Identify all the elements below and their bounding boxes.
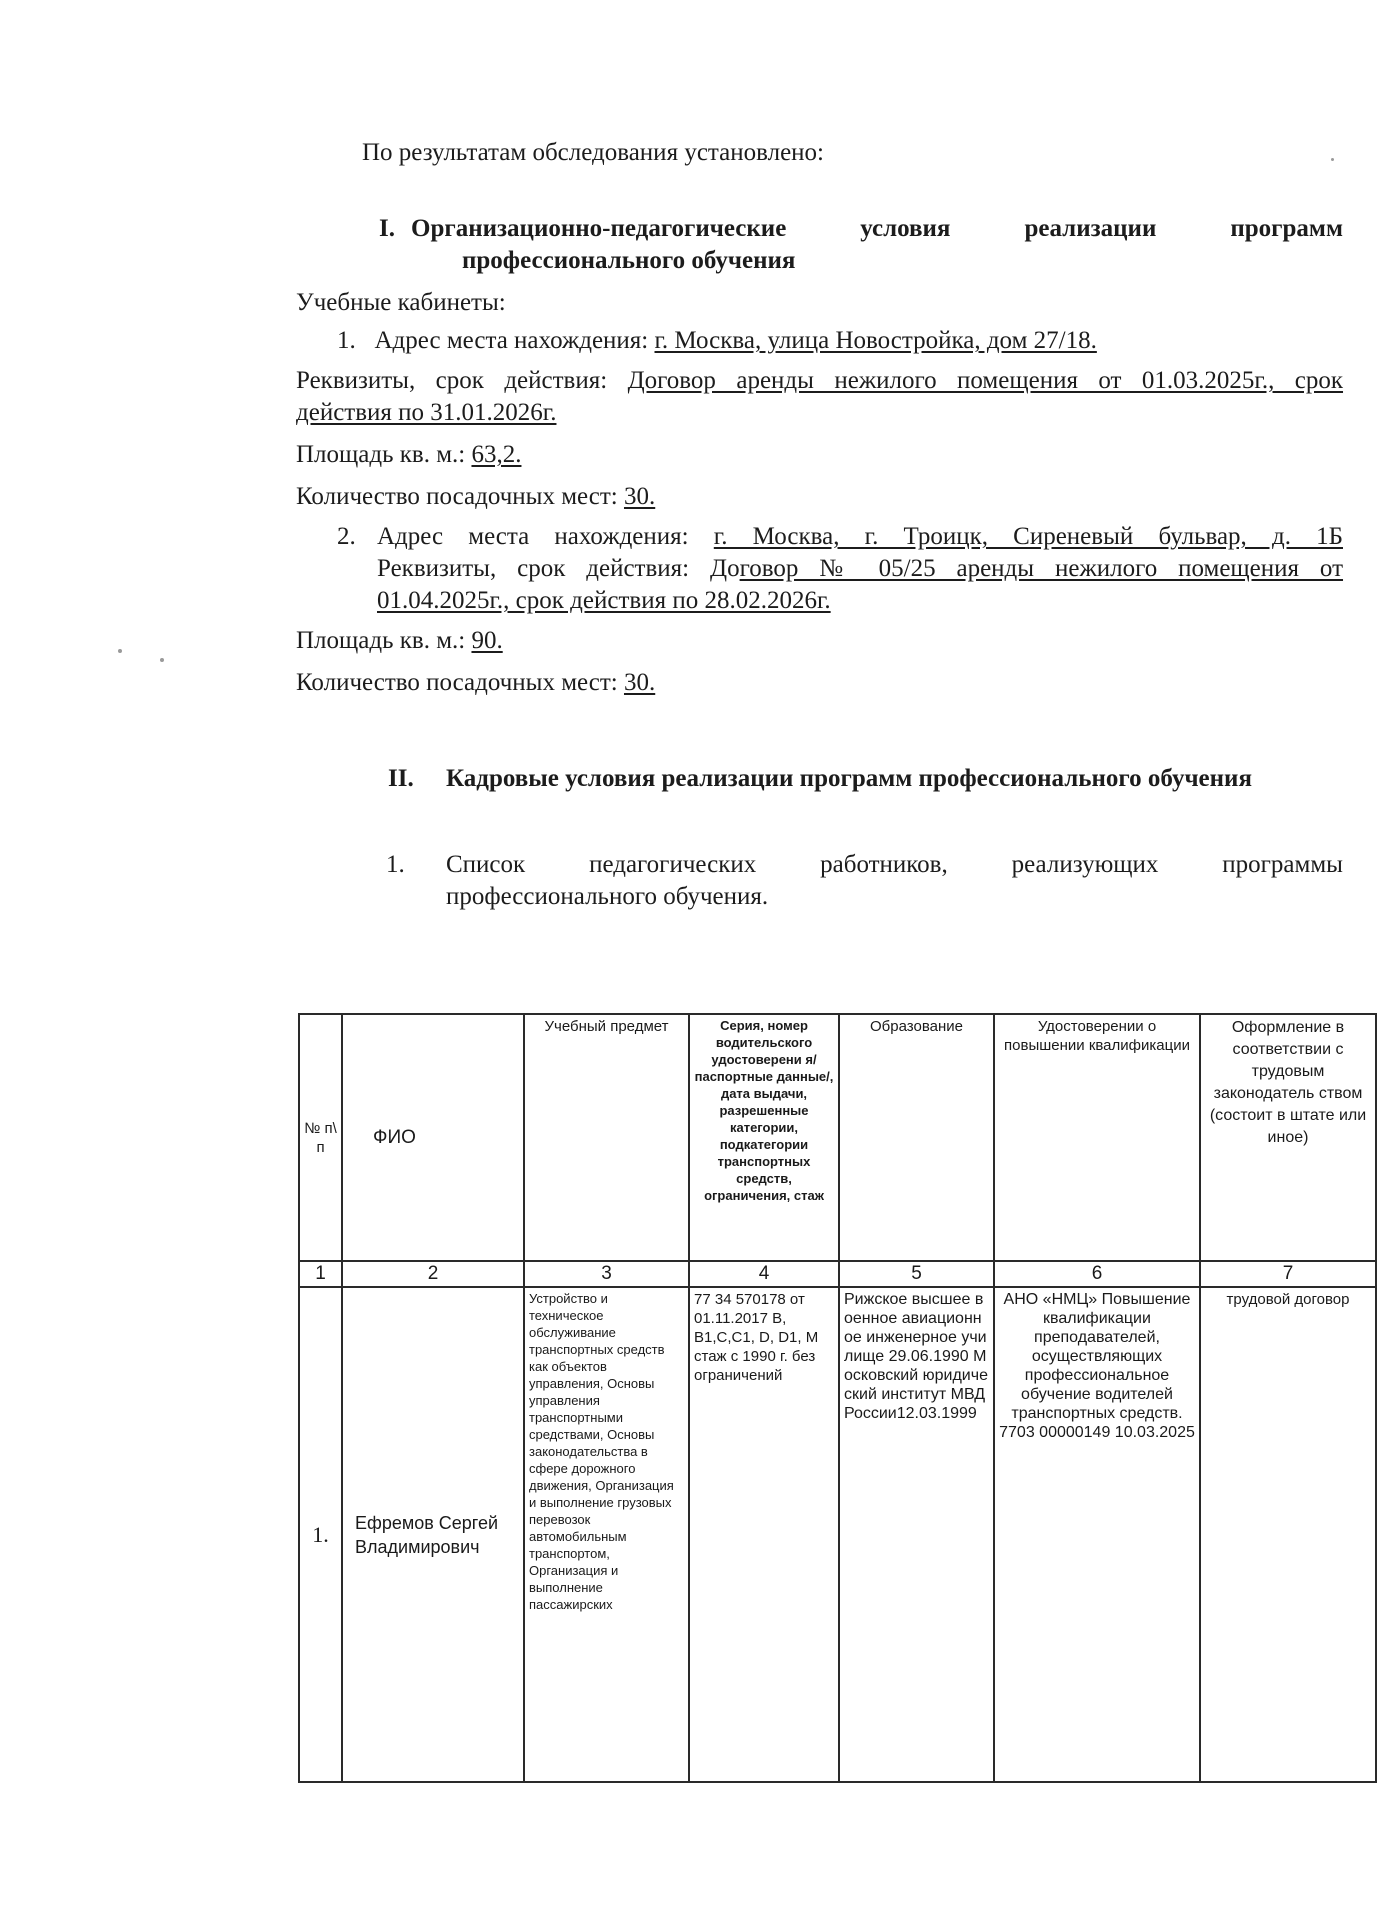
col-number: 2 <box>342 1261 524 1287</box>
room1-seats <box>296 482 655 512</box>
section1-number: I. <box>379 215 395 242</box>
col-number: 4 <box>689 1261 839 1287</box>
header-num: № п\ п <box>299 1014 342 1261</box>
table-row <box>299 1287 1376 1782</box>
room2-address-label: Адрес места нахождения: <box>377 523 689 550</box>
room1-requisites-line2: действия по 31.01.2026г. <box>296 399 557 426</box>
staff-list-line2: профессионального обучения. <box>446 883 769 910</box>
section2-title: Кадровые условия реализации программ профессионального обучения <box>446 765 1252 792</box>
staff-list-num: 1. <box>386 851 405 878</box>
room2-address-value: г. Москва, г. Троицк, Сиреневый бульвар, д. 1Б <box>713 523 1343 550</box>
room2-requisites-line1 <box>377 554 1343 584</box>
section1-title-line1 <box>411 214 1343 244</box>
room2-seats-value: 30. <box>623 669 656 696</box>
row-employment: трудовой договор <box>1200 1287 1376 1782</box>
room1-num: 1. <box>337 327 356 354</box>
room2-requisites-value-start: Договор № 05/25 аренды нежилого помещения от <box>710 555 1344 582</box>
room1-address-value: г. Москва, улица Новостройка, дом 27/18. <box>654 327 1097 354</box>
header-employment: Оформление в соответствии с трудовым законодатель ством (состоит в штате или иное) <box>1200 1014 1376 1261</box>
room2-seats <box>296 668 655 698</box>
staff-list-word: программы <box>1222 851 1343 878</box>
row-subject: Устройство и техническое обслуживание транспортных средств как объектов управления, Основы управления транспортными средствами, Основы законодательства в сфере дорожного движения, Организация и выполнение грузовых перевозок автомобильным транспортом, Организация и выполнение пассажирских <box>524 1287 689 1782</box>
room1-requisites-value: Договор аренды нежилого помещения от 01.03.2025г., срок <box>627 367 1344 394</box>
room2-area-label: Площадь кв. м.: <box>296 627 466 654</box>
intro-text: По результатам обследования установлено: <box>362 139 824 166</box>
row-qualification: АНО «НМЦ» Повышение квалификации преподавателей, осуществляющих профессиональное обучение водителей транспортных средств. 7703 00000149 10.03.2025 <box>994 1287 1200 1782</box>
row-education: Рижское высшее военное авиационное инженерное училище 29.06.1990 Московский юридический институт МВД России12.03.1999 <box>839 1287 994 1782</box>
room2-num: 2. <box>337 523 356 550</box>
room1-area <box>296 440 521 470</box>
header-license: Серия, номер водительского удостоверени я/паспортные данные/, дата выдачи, разрешенные категории, подкатегории транспортных средств, ограничения, стаж <box>689 1014 839 1261</box>
table-col-numbers-row <box>299 1261 1376 1287</box>
col-number: 1 <box>299 1261 342 1287</box>
section1-title-word: условия <box>860 215 951 242</box>
header-subject: Учебный предмет <box>524 1014 689 1261</box>
section1-title-line2: профессионального обучения <box>462 247 796 274</box>
rooms-subheading: Учебные кабинеты: <box>296 289 506 316</box>
room1-item <box>337 326 1097 356</box>
scan-speck <box>1331 158 1334 161</box>
header-education: Образование <box>839 1014 994 1261</box>
room2-requisites-label: Реквизиты, срок действия: <box>377 555 690 582</box>
room1-requisites-label: Реквизиты, срок действия: <box>296 367 608 394</box>
room2-requisites-line2: 01.04.2025г., срок действия по 28.02.2026г. <box>377 587 831 614</box>
room2-address-line <box>377 522 1343 552</box>
col-number: 7 <box>1200 1261 1376 1287</box>
row-num: 1. <box>299 1287 342 1782</box>
staff-list-word: реализующих <box>1011 851 1159 878</box>
section1-title-word: Организационно-педагогические <box>411 215 787 242</box>
staff-table <box>298 1013 1377 1783</box>
table-header-row <box>299 1014 1376 1261</box>
staff-list-word: Список <box>446 851 526 878</box>
row-fio: Ефремов Сергей Владимирович <box>342 1287 524 1782</box>
col-number: 5 <box>839 1261 994 1287</box>
room1-area-value: 63,2. <box>471 441 522 468</box>
room1-address-label: Адрес места нахождения: <box>374 327 649 354</box>
header-qualification: Удостоверении о повышении квалификации <box>994 1014 1200 1261</box>
room1-area-label: Площадь кв. м.: <box>296 441 466 468</box>
scan-speck <box>160 658 164 662</box>
section1-title-word: реализации <box>1024 215 1157 242</box>
header-fio: ФИО <box>342 1014 524 1261</box>
room2-area-value: 90. <box>471 627 503 654</box>
room1-seats-value: 30. <box>623 483 656 510</box>
col-number: 3 <box>524 1261 689 1287</box>
room2-area <box>296 626 503 656</box>
room2-seats-label: Количество посадочных мест: <box>296 669 618 696</box>
section2-number: II. <box>388 765 414 792</box>
room1-seats-label: Количество посадочных мест: <box>296 483 618 510</box>
staff-list-word: педагогических <box>589 851 757 878</box>
staff-list-word: работников, <box>820 851 948 878</box>
col-number: 6 <box>994 1261 1200 1287</box>
staff-list-line1 <box>446 850 1343 880</box>
row-license: 77 34 570178 от 01.11.2017 B, B1,C,C1, D, D1, M стаж с 1990 г. без ограничений <box>689 1287 839 1782</box>
section1-title-word: программ <box>1230 215 1343 242</box>
scan-speck <box>118 649 122 653</box>
room1-requisites-line1 <box>296 366 1343 396</box>
